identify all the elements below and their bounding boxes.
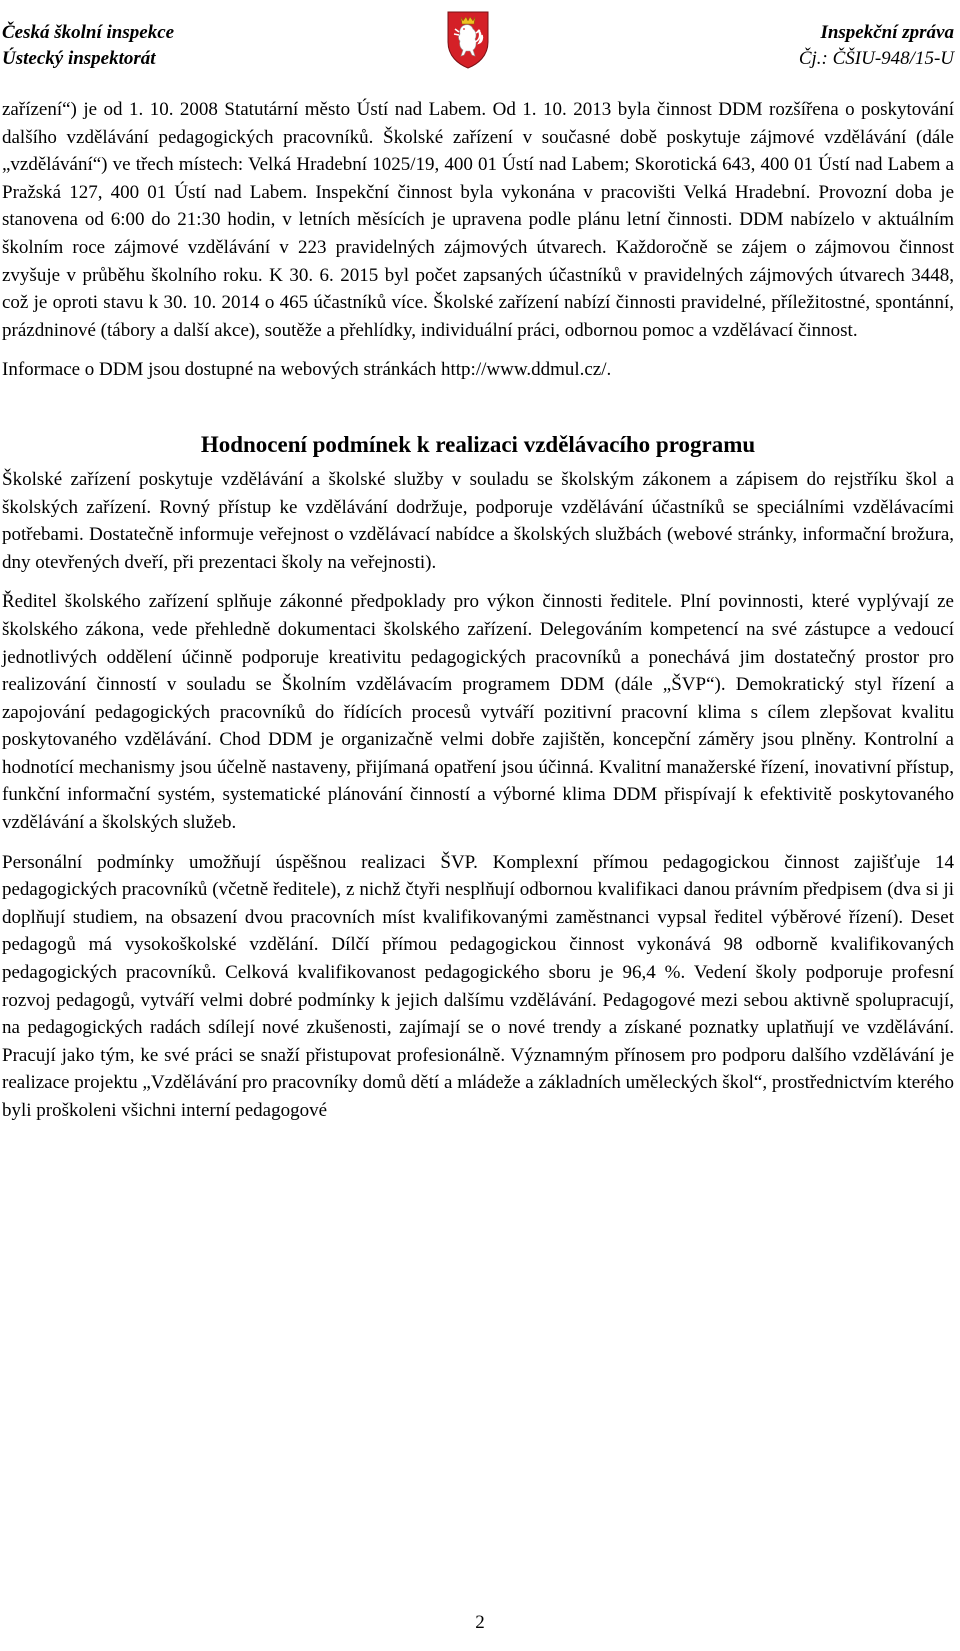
header-report-info <box>799 20 954 72</box>
paragraph-conditions: Školské zařízení poskytuje vzdělávání a školské služby v souladu se školským zákonem a zápisem do rejstříku škol a školských zařízení. Rovný přístup ke vzdělávání dodržuje, podporuje vzdělávání účastníků se speciálními vzdělávacími potřebami. Dostatečně informuje veřejnost o vzdělávací nabídce a školských službách (webové stránky, informační brožura, dny otevřených dveří, při prezentaci školy na veřejnosti). <box>2 468 954 573</box>
header-org-line2: Ústecký inspektorát <box>2 48 156 69</box>
czech-lion-coat-of-arms-icon <box>446 8 490 70</box>
header-org-line1: Česká školní inspekce <box>2 22 175 43</box>
paragraph-director: Ředitel školského zařízení splňuje zákonné předpoklady pro výkon činnosti ředitele. Plní povinnosti, které vyplývají ze školského zákona, vede přehledně dokumentaci školského zařízení. Delegováním kompetencí na své zástupce a vedoucí jednotlivých oddělení účinně podporuje kreativitu pedagogických pracovníků a ponechává jim dostatečný prostor pro realizování činností v souladu se Školním vzdělávacím programem DDM (dále „ŠVP“). Demokratický styl řízení a zapojování pedagogických pracovníků do řídících procesů vytváří pozitivní pracovní klima s cílem zlepšovat kvalitu poskytovaného vzdělávání. Chod DDM je organizačně velmi dobře zajištěn, koncepční záměry jsou plněny. Kontrolní a hodnotící mechanismy jsou účelně nastaveny, přijímaná opatření jsou účinná. Kvalitní manažerské řízení, inovativní přístup, funkční informační systém, systematické plánování činností a výborné klima DDM přispívají k efektivitě poskytovaného vzdělávání a školských služeb. <box>2 591 954 834</box>
document-body <box>2 96 954 1137</box>
page-header <box>0 8 960 80</box>
page-number: 2 <box>475 1612 485 1633</box>
section-heading: Hodnocení podmínek k realizaci vzdělávacího programu <box>200 431 756 457</box>
header-report-title: Inspekční zpráva <box>820 22 954 43</box>
paragraph-facility-description: zařízení“) je od 1. 10. 2008 Statutární město Ústí nad Labem. Od 1. 10. 2013 byla činnost DDM rozšířena o poskytování dalšího vzdělávání pedagogických pracovníků. Školské zařízení v současné době poskytuje zájmové vzdělávání (dále „vzdělávání“) ve třech místech: Velká Hradební 1025/19, 400 01 Ústí nad Labem; Skorotická 643, 400 01 Ústí nad Labem a Pražská 127, 400 01 Ústí nad Labem. Inspekční činnost byla vykonána v pracovišti Velká Hradební. Provozní doba je stanovena od 6:00 do 21:30 hodin, v letních měsících je upravena podle plánu letní činnosti. DDM nabízelo v aktuálním školním roce zájmové vzdělávání v 223 pravidelných zájmových útvarech. Každoročně se zájem o zájmovou činnost zvyšuje v průběhu školního roku. K 30. 6. 2015 byl počet zapsaných účastníků v pravidelných zájmových útvarech 3448, což je oproti stavu k 30. 10. 2014 o 465 účastníků více. Školské zařízení nabízí činnosti pravidelné, příležitostné, spontánní, prázdninové (tábory a další akce), soutěže a přehlídky, individuální práci, odbornou pomoc a vzdělávací činnost. <box>2 99 954 341</box>
header-reference-number: Čj.: ČŠIU-948/15-U <box>798 48 954 69</box>
paragraph-website-info: Informace o DDM jsou dostupné na webových stránkách http://www.ddmul.cz/. <box>2 359 612 381</box>
header-organization <box>2 20 174 72</box>
paragraph-personnel: Personální podmínky umožňují úspěšnou realizaci ŠVP. Komplexní přímou pedagogickou činnost zajišťuje 14 pedagogických pracovníků (včetně ředitele), z nichž čtyři nesplňují odbornou kvalifikaci danou právním předpisem (dva si ji doplňují studiem, na obsazení dvou pracovních míst kvalifikovanými zaměstnanci vypsal ředitel výběrové řízení). Deset pedagogů má vysokoškolské vzdělání. Dílčí přímou pedagogickou činnost vykonává 98 odborně kvalifikovaných pedagogických pracovníků. Celková kvalifikovanost pedagogického sboru je 96,4 %. Vedení školy podporuje profesní rozvoj pedagogů, vytváří velmi dobré podmínky k jejich dalšímu vzdělávání. Pedagogové mezi sebou aktivně spolupracují, na pedagogických radách sdílejí nové zkušenosti, zajímají se o nové trendy a získané poznatky uplatňují ve vzdělávání. Pracují jako tým, ke své práci se snaží přistupovat profesionálně. Významným přínosem pro podporu dalšího vzdělávání je realizace projektu „Vzdělávání pro pracovníky domů dětí a mládeže a základních uměleckých škol“, prostřednictvím kterého byli proškoleni všichni interní pedagogové <box>2 851 954 1121</box>
